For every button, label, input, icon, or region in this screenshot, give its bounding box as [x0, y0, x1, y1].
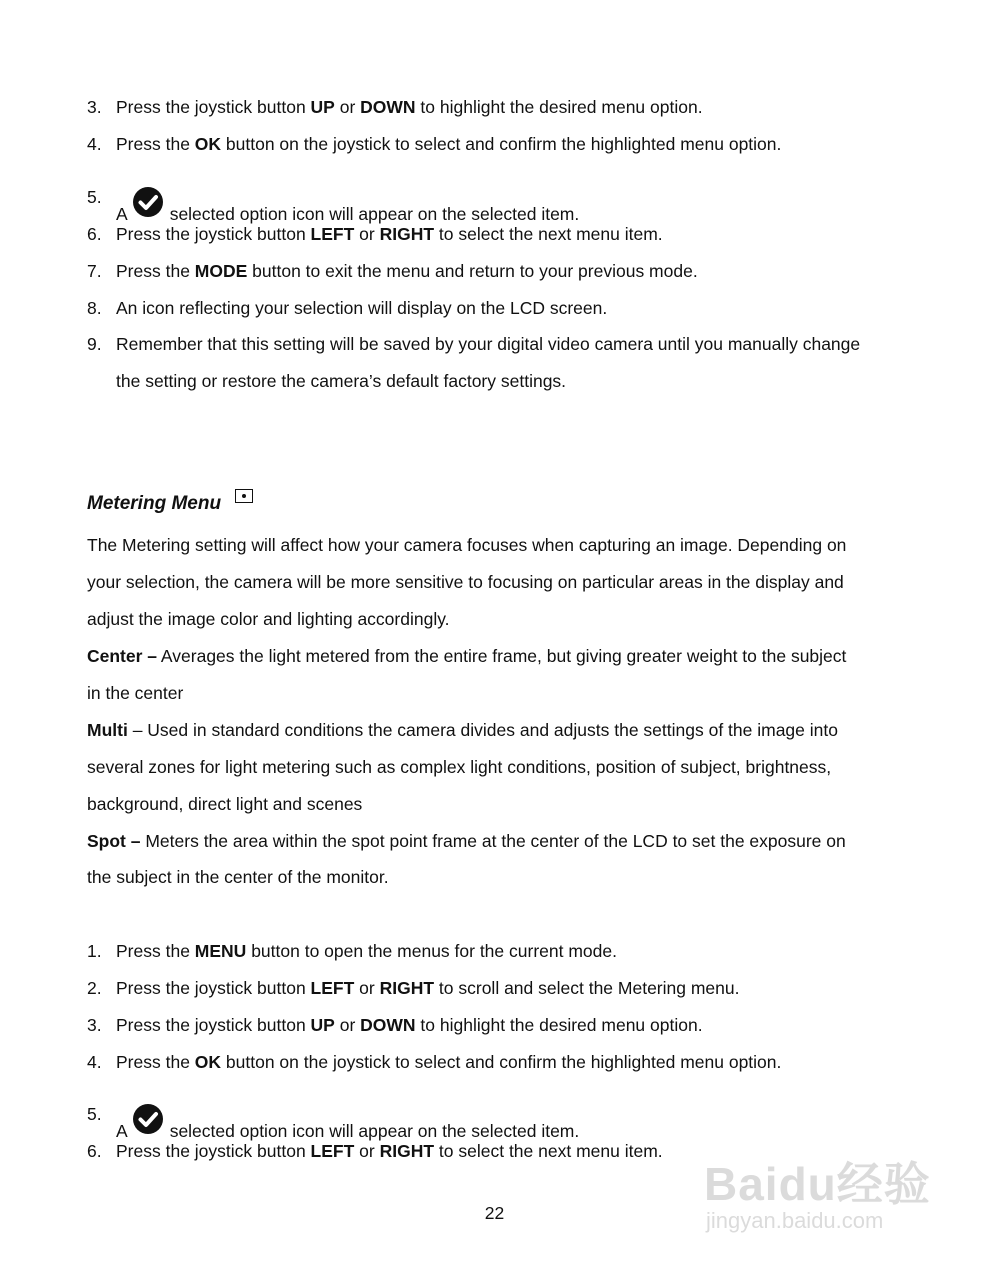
section-heading: Metering Menu [87, 489, 253, 516]
spot-metering-icon [235, 489, 253, 503]
center-definition-cont: in the center [87, 683, 184, 703]
spot-definition-cont: the subject in the center of the monitor. [87, 867, 389, 887]
intro-line-3: adjust the image color and lighting accordingly. [87, 609, 450, 629]
multi-definition-cont-2: background, direct light and scenes [87, 794, 363, 814]
baidu-watermark: Baidu经验 jingyan.baidu.com [704, 1158, 931, 1233]
multi-definition-cont-1: several zones for light metering such as complex light conditions, position of subject, brightness, [87, 757, 832, 777]
multi-definition: Multi – Used in standard conditions the camera divides and adjusts the settings of the image into [87, 720, 838, 740]
selected-check-icon [132, 1103, 164, 1135]
selected-check-icon [132, 186, 164, 218]
center-definition: Center – Averages the light metered from the entire frame, but giving greater weight to the subject [87, 646, 847, 666]
spot-definition: Spot – Meters the area within the spot point frame at the center of the LCD to set the exposure on [87, 831, 846, 851]
intro-line-2: your selection, the camera will be more sensitive to focusing on particular areas in the display and [87, 572, 844, 592]
intro-line-1: The Metering setting will affect how your camera focuses when capturing an image. Depending on [87, 535, 847, 555]
page-number: 22 [484, 1203, 505, 1223]
